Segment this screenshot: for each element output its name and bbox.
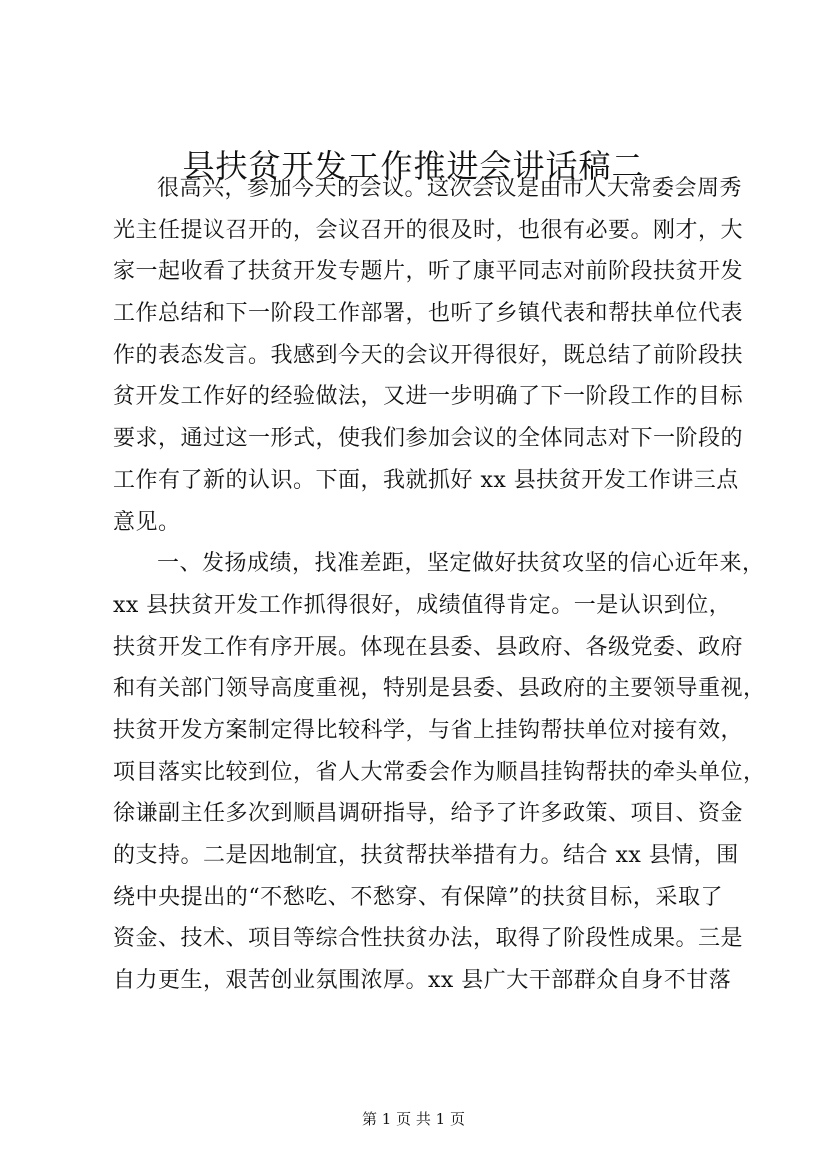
paragraph-line: 工作总结和下一阶段工作部署，也听了乡镇代表和帮扶单位代表 xyxy=(113,301,744,327)
paragraph-line: 家一起收看了扶贫开发专题片，听了康平同志对前阶段扶贫开发 xyxy=(113,259,744,285)
document-title: 县扶贫开发工作推进会讲话稿二 xyxy=(182,147,645,185)
paragraph-line: 资金、技术、项目等综合性扶贫办法，取得了阶段性成果。三是 xyxy=(113,926,744,952)
paragraph-line: 扶贫开发方案制定得比较科学，与省上挂钩帮扶单位对接有效， xyxy=(113,717,744,743)
paragraph-line: 要求，通过这一形式，使我们参加会议的全体同志对下一阶段的 xyxy=(113,426,744,452)
paragraph-line: 贫开发工作好的经验做法，又进一步明确了下一阶段工作的目标 xyxy=(113,384,744,410)
paragraph-line: 意见。 xyxy=(113,509,181,535)
paragraph-line: 工作有了新的认识。下面，我就抓好 xx 县扶贫开发工作讲三点 xyxy=(113,467,739,493)
paragraph-line: 自力更生，艰苦创业氛围浓厚。xx 县广大干部群众自身不甘落 xyxy=(113,968,732,994)
paragraph-line: 作的表态发言。我感到今天的会议开得很好，既总结了前阶段扶 xyxy=(113,342,744,368)
paragraph-line: 光主任提议召开的，会议召开的很及时，也很有必要。刚才，大 xyxy=(113,217,744,243)
paragraph-line: 一、发扬成绩，找准差距，坚定做好扶贫攻坚的信心近年来， xyxy=(157,551,765,577)
paragraph-line: 绕中央提出的“不愁吃、不愁穿、有保障”的扶贫目标，采取了 xyxy=(113,884,723,910)
paragraph-line: xx 县扶贫开发工作抓得很好，成绩值得肯定。一是认识到位， xyxy=(113,592,732,618)
paragraph-line: 徐谦副主任多次到顺昌调研指导，给予了许多政策、项目、资金 xyxy=(113,801,744,827)
paragraph-line: 和有关部门领导高度重视，特别是县委、县政府的主要领导重视， xyxy=(113,676,766,702)
paragraph-line: 的支持。二是因地制宜，扶贫帮扶举措有力。结合 xx 县情，围 xyxy=(113,843,739,868)
page-footer: 第 1 页 共 1 页 xyxy=(362,1110,465,1128)
paragraph-line: 很高兴，参加今天的会议。这次会议是由市人大常委会周秀 xyxy=(157,176,743,201)
paragraph-line: 扶贫开发工作有序开展。体现在县委、县政府、各级党委、政府 xyxy=(113,634,744,660)
paragraph-line: 项目落实比较到位，省人大常委会作为顺昌挂钩帮扶的牵头单位， xyxy=(113,759,766,785)
document-body xyxy=(113,168,766,1002)
